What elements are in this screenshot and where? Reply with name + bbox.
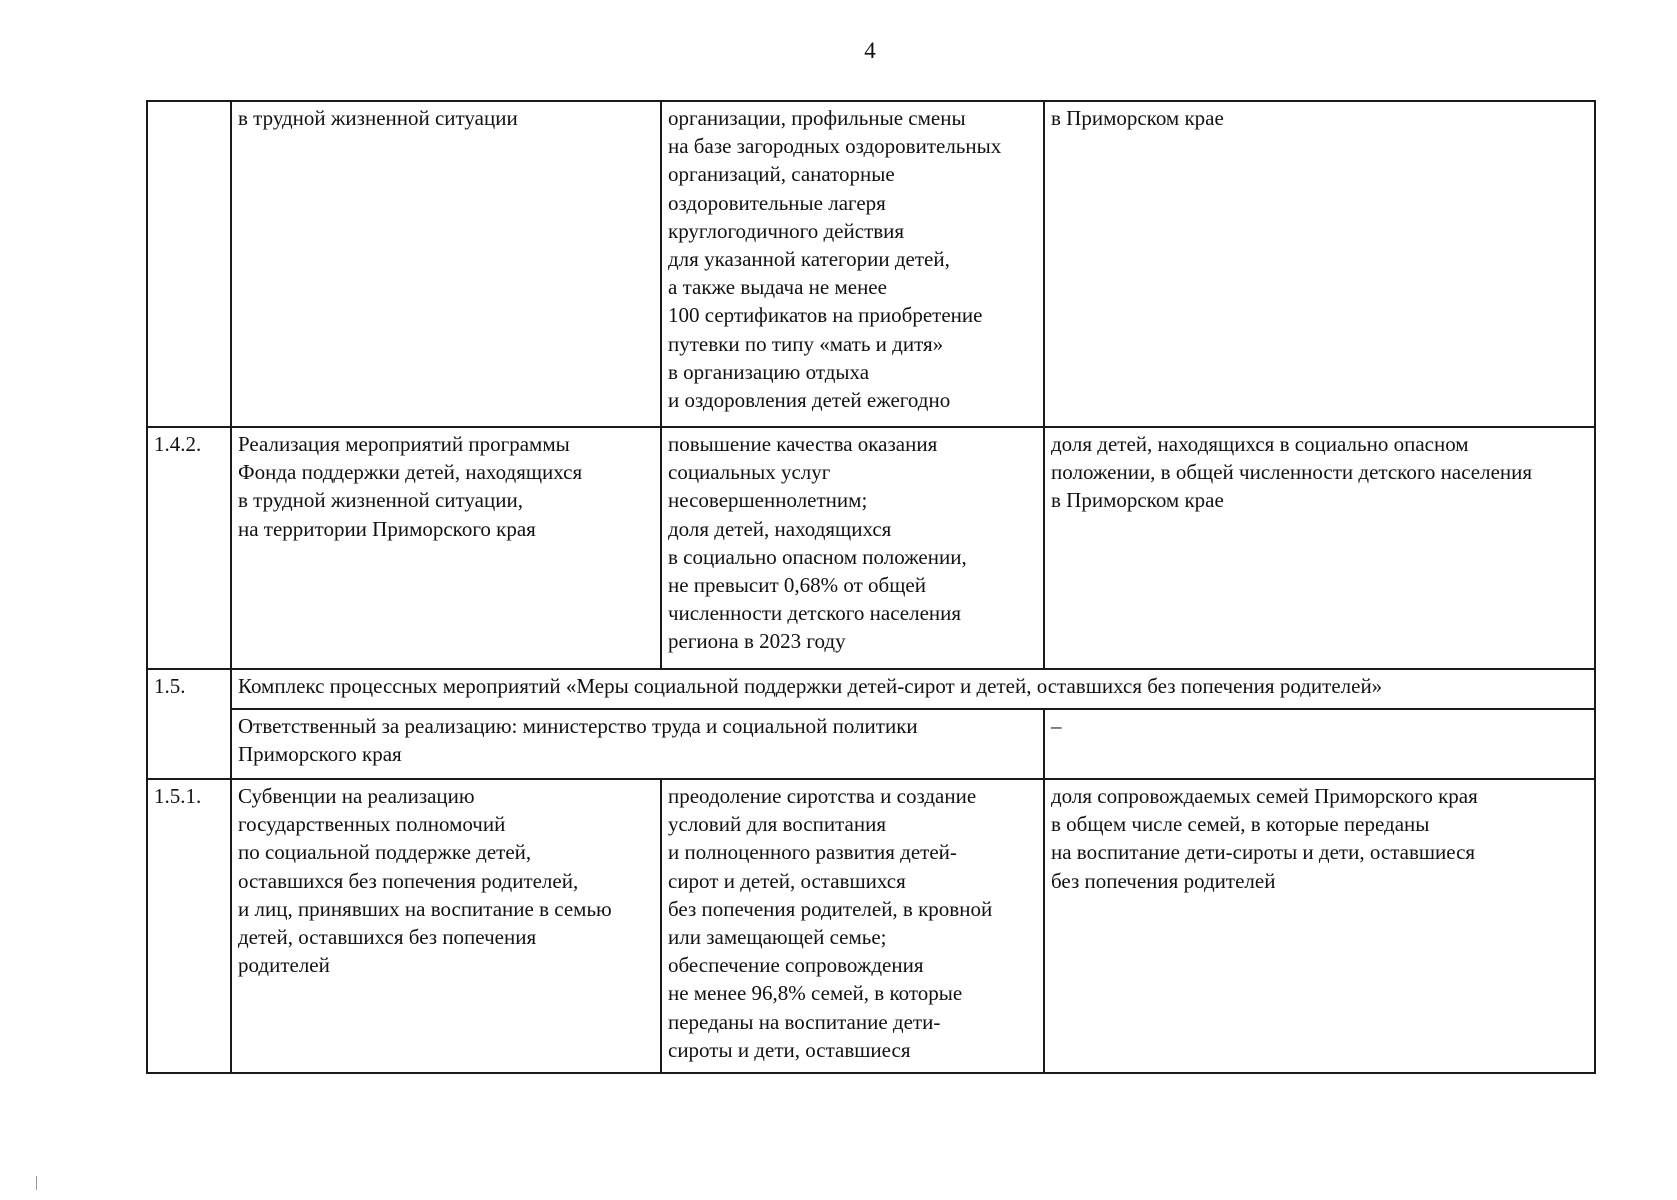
result-cell: преодоление сиротства и создание условий для воспитания и полноценного развития детей- сирот и детей, оставшихся без попечения родителей, в кровной или замещающей семье; обеспечение сопровождения не менее 96,8% семей, в которые переданы на воспитание дети- сироты и дети, оставшиеся bbox=[661, 779, 1044, 1073]
measures-table bbox=[146, 100, 1596, 1074]
indicator-cell: доля детей, находящихся в социально опасном положении, в общей численности детского населения в Приморском крае bbox=[1044, 427, 1595, 669]
responsible-row bbox=[147, 709, 1595, 779]
indicator-cell: в Приморском крае bbox=[1044, 101, 1595, 427]
table-row bbox=[147, 101, 1595, 427]
row-number-cell: 1.4.2. bbox=[147, 427, 231, 669]
activity-cell: Субвенции на реализацию государственных полномочий по социальной поддержке детей, оставшихся без попечения родителей, и лиц, принявших на воспитание в семью детей, оставшихся без попечения родителей bbox=[231, 779, 661, 1073]
activity-cell: Реализация мероприятий программы Фонда поддержки детей, находящихся в трудной жизненной ситуации, на территории Приморского края bbox=[231, 427, 661, 669]
result-cell: повышение качества оказания социальных услуг несовершеннолетним; доля детей, находящихся в социально опасном положении, не превысит 0,68% от общей численности детского населения региона в 2023 году bbox=[661, 427, 1044, 669]
row-number-cell bbox=[147, 101, 231, 427]
responsible-cell: Ответственный за реализацию: министерство труда и социальной политики Приморского края bbox=[231, 709, 1044, 779]
table-row bbox=[147, 427, 1595, 669]
responsible-value-cell: – bbox=[1044, 709, 1595, 779]
table-row bbox=[147, 779, 1595, 1073]
scan-edge-mark bbox=[36, 1176, 37, 1190]
indicator-cell: доля сопровождаемых семей Приморского края в общем числе семей, в которые переданы на воспитание дети-сироты и дети, оставшиеся без попечения родителей bbox=[1044, 779, 1595, 1073]
result-cell: организации, профильные смены на базе загородных оздоровительных организаций, санаторные оздоровительные лагеря круглогодичного действия для указанной категории детей, а также выдача не менее 100 сертификатов на приобретение путевки по типу «мать и дитя» в организацию отдыха и оздоровления детей ежегодно bbox=[661, 101, 1044, 427]
page-number: 4 bbox=[864, 38, 876, 63]
row-number-cell: 1.5.1. bbox=[147, 779, 231, 1073]
section-header-row bbox=[147, 669, 1595, 709]
section-title-cell: Комплекс процессных мероприятий «Меры социальной поддержки детей-сирот и детей, оставшихся без попечения родителей» bbox=[231, 669, 1595, 709]
activity-cell: в трудной жизненной ситуации bbox=[231, 101, 661, 427]
section-number-cell: 1.5. bbox=[147, 669, 231, 779]
